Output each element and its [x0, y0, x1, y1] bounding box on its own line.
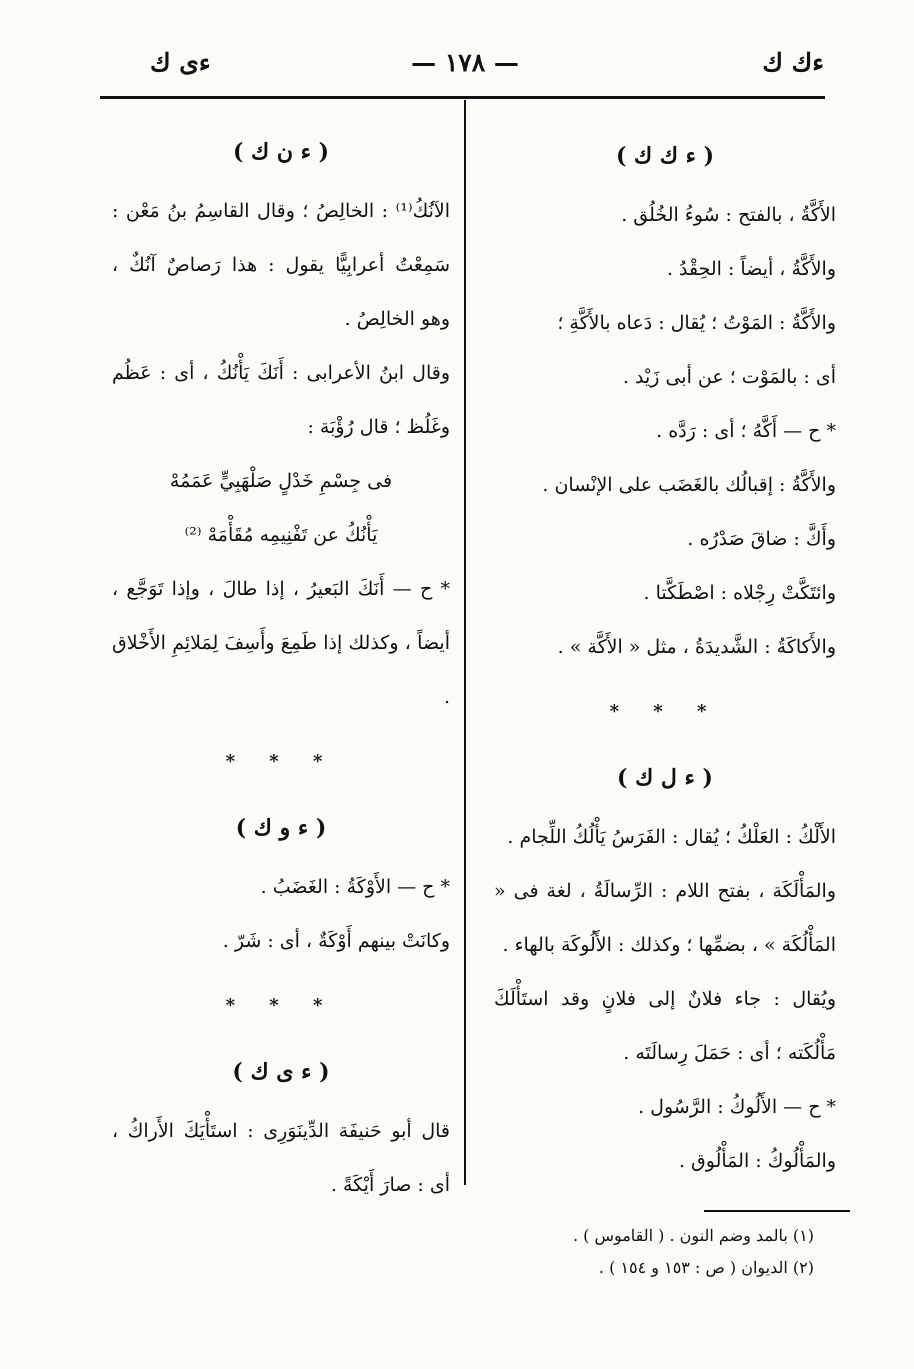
- section-title: ( ء ل ك ): [617, 765, 713, 791]
- entry: * ح — الأَوْكَةُ : الغَضَبُ .: [260, 876, 450, 898]
- entry: والأَكَّةُ ، أيضاً : الحِقْدُ .: [666, 258, 836, 280]
- section-title: ( ء ك ك ): [615, 143, 715, 169]
- entry: وقال ابنُ الأعرابى : أَنَكَ يَأْنُكُ ، أى : عَظُم وغَلُظ ؛ قال رُؤْبَة :: [112, 362, 450, 438]
- section-title: ( ء ن ك ): [232, 139, 330, 165]
- entry: وكانَتْ بينهم أَوْكَةٌ ، أى : شَرّ .: [222, 930, 450, 952]
- entry: ويُقال : جاء فلانٌ إلى فلانٍ وقد استَأْلَكَ مَأْلُكَته ؛ أى : حَمَلَ رِسالَتَه .: [494, 988, 836, 1064]
- header-rule: [100, 96, 825, 99]
- footnote: (١) بالمد وضم النون . ( القاموس ) .: [572, 1226, 814, 1245]
- page-number: — ١٧٨ —: [411, 48, 519, 77]
- entry: والأَكَّةُ : إقبالُك بالغَضَب على الإنْسان .: [542, 474, 836, 496]
- entry: * ح — الأَلُوكُ : الرَّسُول .: [638, 1096, 836, 1118]
- header-left-word: ءى ك: [150, 48, 211, 77]
- verse-line: فى جِسْمِ خَدْلٍ صَلْهَبِيٍّ عَمَمُهْ: [169, 470, 393, 492]
- entry: وائتَكَّتْ رِجْلاه : اصْطَكَّتا .: [643, 582, 836, 604]
- section-title: ( ء و ك ): [235, 815, 327, 841]
- footnote-rule: [704, 1210, 850, 1212]
- entry: وأَكَّ : ضاقَ صَدْرُه .: [687, 528, 836, 550]
- entry: الأَكَّةُ ، بالفتح : سُوءُ الخُلُق .: [621, 204, 836, 226]
- entry: * ح — أَنَكَ البَعيرُ ، إذا طالَ ، وإذا تَوَجَّع ، أيضاً ، وكذلك إذا طَمِعَ وأَسِفَ لِمَلائِمِ الأَخْلاق .: [112, 578, 450, 708]
- section-separator: * * *: [225, 751, 337, 772]
- entry: قال أبو حَنيفَة الدِّينَوَرِى : استَأْيَكَ الأَراكُ ، أى : صارَ أَيْكَةً .: [112, 1120, 450, 1196]
- entry: والأَكاكَةُ : الشَّديدَةُ ، مثل « الأَكَّة » .: [557, 636, 836, 658]
- footnotes: [394, 1220, 814, 1284]
- verse-line: يَأْنُكُ عن تَفْنِيمِه مُقَأْمَهْ ⁽²⁾: [184, 524, 378, 546]
- column-divider: [464, 100, 466, 1185]
- footnote: (٢) الديوان ( ص : ١٥٣ و ١٥٤ ) .: [598, 1258, 814, 1277]
- entry: والأَكَّةُ : المَوْتُ ؛ يُقال : دَعاه بالأَكَّةِ ؛: [557, 312, 836, 334]
- entry: أى : بالمَوْت ؛ عن أبى زَيْد .: [622, 366, 836, 388]
- entry: والمَأْلَكَة ، بفتح اللام : الرِّسالَةُ ، لغة فى « المَأْلُكَة » ، بضمِّها ؛ وكذلك : الأَلُوكَة بالهاء .: [494, 880, 836, 956]
- header-right-word: ءك ك: [762, 48, 824, 77]
- entry: الأَلْكُ : العَلْكُ ؛ يُقال : الفَرَسُ يَأْلُكُ اللِّجام .: [507, 826, 836, 848]
- section-separator: * * *: [225, 995, 337, 1016]
- section-title: ( ء ى ك ): [232, 1059, 330, 1085]
- entry: والمَأْلُوكُ : المَأْلُوق .: [678, 1150, 836, 1172]
- entry: * ح — أَكَّهُ ؛ أى : رَدَّه .: [656, 420, 836, 442]
- section-separator: * * *: [609, 701, 721, 722]
- entry: الآنُكُ⁽¹⁾ : الخالِصُ ؛ وقال القاسِمُ بنُ مَعْن : سَمِعْتُ أعرابِيًّا يقول : هذا رَصاصٌ آنُكٌ ، وهو الخالِصُ .: [112, 200, 450, 330]
- right-column: [494, 128, 836, 1188]
- left-column: [112, 124, 450, 1212]
